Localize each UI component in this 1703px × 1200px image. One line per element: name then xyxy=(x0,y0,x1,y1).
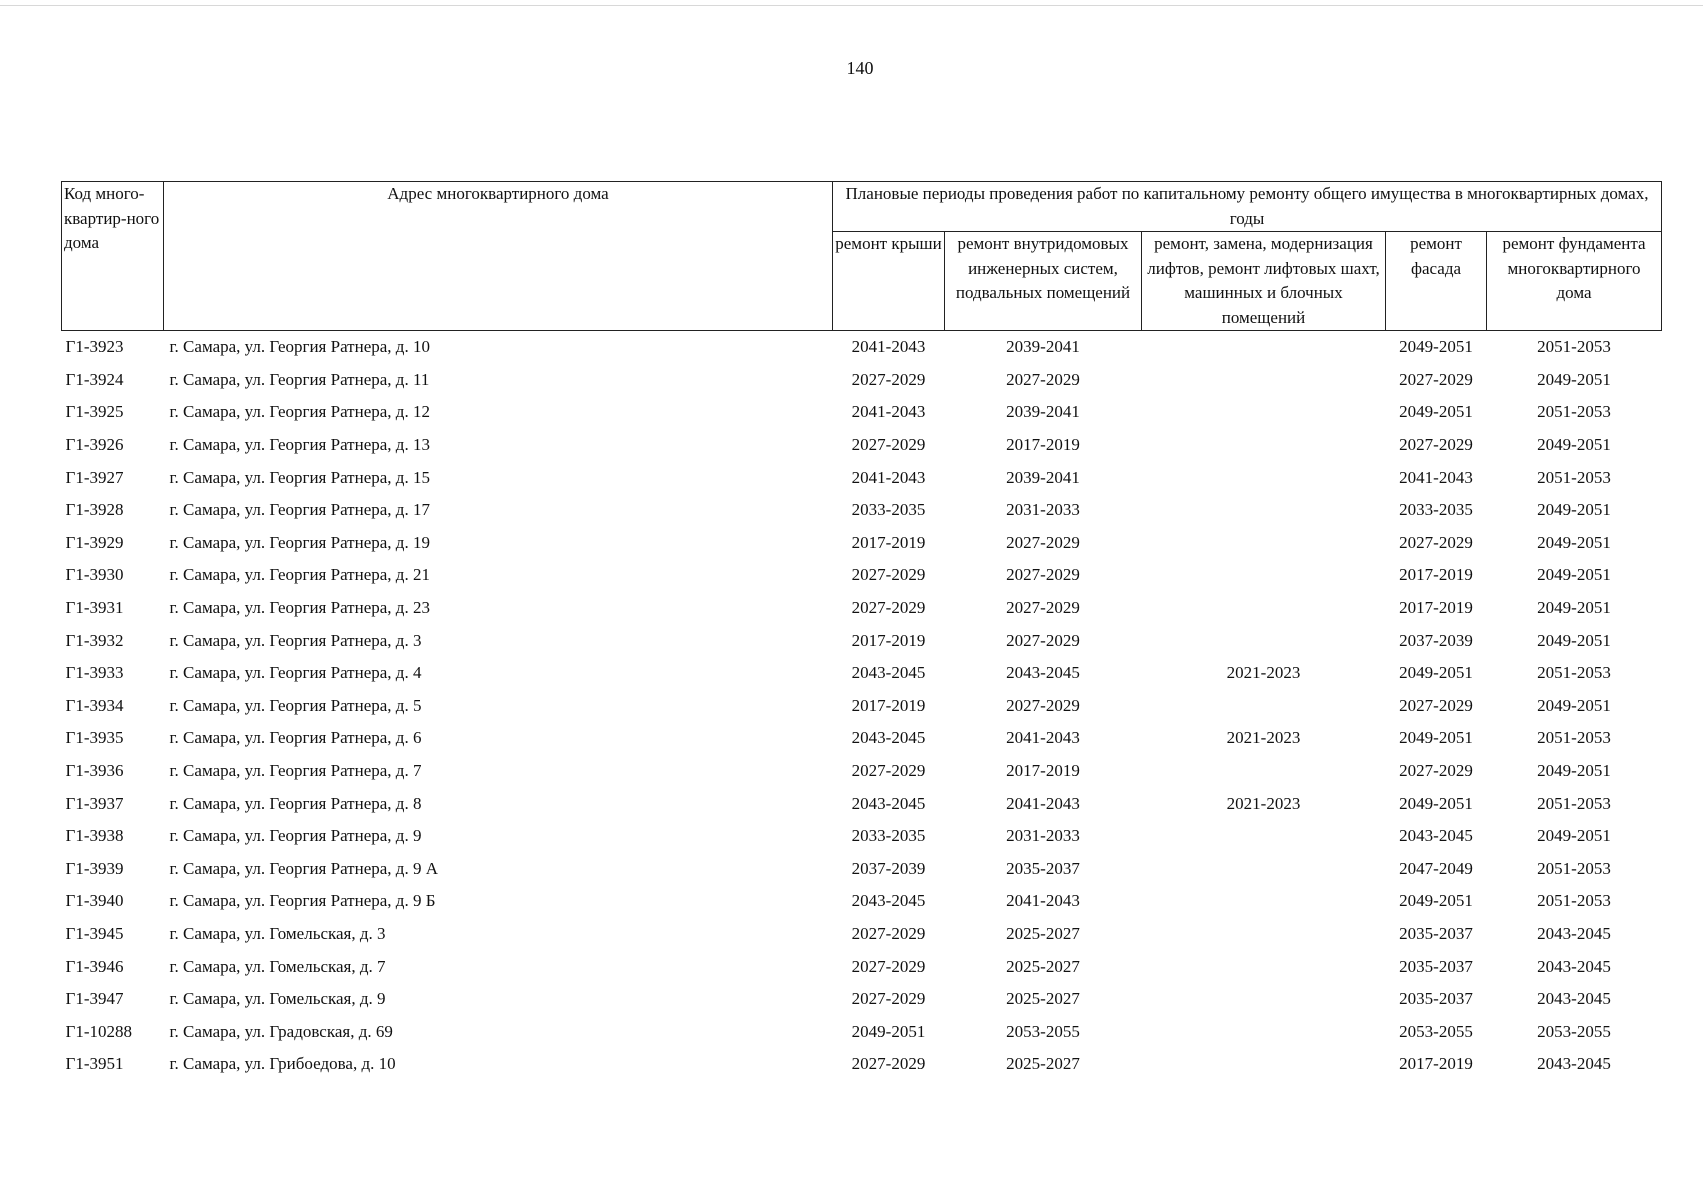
cell-engineering: 2017-2019 xyxy=(1006,761,1080,781)
capital-repair-table xyxy=(61,181,1662,1081)
header-address: Адрес многоквартирного дома xyxy=(164,182,833,331)
cell-code: Г1-3929 xyxy=(65,532,124,552)
cell-foundation: 2051-2053 xyxy=(1537,728,1611,748)
table-row xyxy=(62,983,1662,1016)
header-row-top xyxy=(62,182,1662,232)
cell-code: Г1-3930 xyxy=(65,565,124,585)
cell-code: Г1-3935 xyxy=(65,728,124,748)
cell-lifts xyxy=(1142,853,1386,886)
cell-roof: 2027-2029 xyxy=(851,435,926,455)
table-row xyxy=(62,1015,1662,1048)
cell-address: г. Самара, ул. Георгия Ратнера, д. 13 xyxy=(169,435,430,455)
cell-lifts: 2021-2023 xyxy=(1226,793,1301,813)
cell-facade: 2041-2043 xyxy=(1399,467,1473,487)
cell-address: г. Самара, ул. Георгия Ратнера, д. 19 xyxy=(169,532,430,552)
cell-facade: 2049-2051 xyxy=(1399,793,1473,813)
cell-lifts xyxy=(1142,820,1386,853)
table-row xyxy=(62,657,1662,690)
table-row xyxy=(62,559,1662,592)
table-header xyxy=(62,182,1662,331)
cell-code: Г1-10288 xyxy=(65,1021,132,1041)
cell-foundation: 2053-2055 xyxy=(1537,1021,1611,1041)
table-row xyxy=(62,364,1662,397)
cell-foundation: 2049-2051 xyxy=(1537,630,1611,650)
cell-lifts xyxy=(1142,1048,1386,1081)
cell-facade: 2027-2029 xyxy=(1399,761,1473,781)
cell-facade: 2043-2045 xyxy=(1399,826,1473,846)
cell-lifts xyxy=(1142,592,1386,625)
cell-code: Г1-3934 xyxy=(65,695,124,715)
header-facade: ремонт фасада xyxy=(1386,232,1487,331)
cell-foundation: 2051-2053 xyxy=(1537,793,1611,813)
cell-lifts xyxy=(1142,950,1386,983)
cell-facade: 2017-2019 xyxy=(1399,598,1473,618)
cell-code: Г1-3939 xyxy=(65,858,124,878)
cell-foundation: 2051-2053 xyxy=(1537,337,1611,357)
cell-roof: 2049-2051 xyxy=(851,1021,926,1041)
cell-roof: 2027-2029 xyxy=(851,989,926,1009)
cell-code: Г1-3951 xyxy=(65,1054,124,1074)
cell-facade: 2027-2029 xyxy=(1399,435,1473,455)
cell-address: г. Самара, ул. Георгия Ратнера, д. 10 xyxy=(169,337,430,357)
cell-engineering: 2027-2029 xyxy=(1006,532,1080,552)
cell-engineering: 2041-2043 xyxy=(1006,891,1080,911)
table-row xyxy=(62,494,1662,527)
cell-address: г. Самара, ул. Георгия Ратнера, д. 15 xyxy=(169,467,430,487)
cell-lifts xyxy=(1142,918,1386,951)
cell-address: г. Самара, ул. Георгия Ратнера, д. 9 xyxy=(169,826,422,846)
cell-roof: 2033-2035 xyxy=(851,826,926,846)
cell-engineering: 2053-2055 xyxy=(1006,1021,1080,1041)
cell-lifts xyxy=(1142,624,1386,657)
cell-foundation: 2051-2053 xyxy=(1537,891,1611,911)
cell-engineering: 2031-2033 xyxy=(1006,500,1080,520)
cell-lifts xyxy=(1142,1015,1386,1048)
table-body xyxy=(62,331,1662,1081)
cell-roof: 2017-2019 xyxy=(851,630,926,650)
table-row xyxy=(62,396,1662,429)
cell-roof: 2027-2029 xyxy=(851,369,926,389)
cell-address: г. Самара, ул. Георгия Ратнера, д. 11 xyxy=(169,369,430,389)
cell-address: г. Самара, ул. Георгия Ратнера, д. 5 xyxy=(169,695,422,715)
cell-engineering: 2027-2029 xyxy=(1006,630,1080,650)
cell-lifts xyxy=(1142,755,1386,788)
cell-foundation: 2049-2051 xyxy=(1537,695,1611,715)
cell-address: г. Самара, ул. Георгия Ратнера, д. 23 xyxy=(169,598,430,618)
cell-address: г. Самара, ул. Георгия Ратнера, д. 4 xyxy=(169,663,422,683)
cell-lifts xyxy=(1142,494,1386,527)
header-foundation: ремонт фундамента многоквартирного дома xyxy=(1487,232,1662,331)
cell-facade: 2027-2029 xyxy=(1399,695,1473,715)
cell-lifts xyxy=(1142,331,1386,364)
cell-engineering: 2039-2041 xyxy=(1006,337,1080,357)
table-row xyxy=(62,950,1662,983)
cell-foundation: 2043-2045 xyxy=(1537,989,1611,1009)
cell-engineering: 2027-2029 xyxy=(1006,598,1080,618)
table-row xyxy=(62,787,1662,820)
cell-facade: 2047-2049 xyxy=(1399,858,1473,878)
cell-lifts xyxy=(1142,690,1386,723)
header-periods: Плановые периоды проведения работ по капитальному ремонту общего имущества в многоквартирных домах, годы xyxy=(833,182,1662,232)
cell-foundation: 2049-2051 xyxy=(1537,598,1611,618)
cell-roof: 2043-2045 xyxy=(851,728,926,748)
header-code: Код много-квартир-ного дома xyxy=(62,182,164,331)
cell-facade: 2017-2019 xyxy=(1399,565,1473,585)
cell-foundation: 2049-2051 xyxy=(1537,826,1611,846)
cell-facade: 2049-2051 xyxy=(1399,663,1473,683)
cell-engineering: 2039-2041 xyxy=(1006,402,1080,422)
cell-roof: 2041-2043 xyxy=(851,337,926,357)
cell-address: г. Самара, ул. Георгия Ратнера, д. 9 Б xyxy=(169,891,436,911)
cell-code: Г1-3938 xyxy=(65,826,124,846)
cell-code: Г1-3932 xyxy=(65,630,124,650)
cell-code: Г1-3928 xyxy=(65,500,124,520)
cell-foundation: 2043-2045 xyxy=(1537,956,1611,976)
cell-address: г. Самара, ул. Георгия Ратнера, д. 12 xyxy=(169,402,430,422)
cell-roof: 2033-2035 xyxy=(851,500,926,520)
cell-foundation: 2051-2053 xyxy=(1537,858,1611,878)
header-engineering: ремонт внутридомовых инженерных систем, подвальных помещений xyxy=(945,232,1142,331)
cell-roof: 2037-2039 xyxy=(851,858,926,878)
cell-engineering: 2041-2043 xyxy=(1006,793,1080,813)
cell-facade: 2049-2051 xyxy=(1399,337,1473,357)
table-row xyxy=(62,429,1662,462)
cell-lifts xyxy=(1142,983,1386,1016)
cell-lifts xyxy=(1142,461,1386,494)
cell-lifts xyxy=(1142,364,1386,397)
cell-code: Г1-3946 xyxy=(65,956,124,976)
cell-roof: 2043-2045 xyxy=(851,891,926,911)
cell-foundation: 2049-2051 xyxy=(1537,369,1611,389)
cell-facade: 2035-2037 xyxy=(1399,923,1473,943)
cell-lifts xyxy=(1142,559,1386,592)
cell-roof: 2027-2029 xyxy=(851,761,926,781)
cell-engineering: 2027-2029 xyxy=(1006,369,1080,389)
cell-engineering: 2025-2027 xyxy=(1006,989,1080,1009)
cell-address: г. Самара, ул. Градовская, д. 69 xyxy=(169,1021,393,1041)
cell-engineering: 2031-2033 xyxy=(1006,826,1080,846)
cell-code: Г1-3931 xyxy=(65,598,124,618)
cell-code: Г1-3933 xyxy=(65,663,124,683)
cell-facade: 2033-2035 xyxy=(1399,500,1473,520)
cell-address: г. Самара, ул. Гомельская, д. 9 xyxy=(169,989,386,1009)
cell-foundation: 2043-2045 xyxy=(1537,923,1611,943)
table-row xyxy=(62,918,1662,951)
cell-foundation: 2049-2051 xyxy=(1537,532,1611,552)
cell-roof: 2027-2029 xyxy=(851,1054,926,1074)
cell-facade: 2035-2037 xyxy=(1399,989,1473,1009)
cell-address: г. Самара, ул. Георгия Ратнера, д. 7 xyxy=(169,761,422,781)
cell-foundation: 2049-2051 xyxy=(1537,435,1611,455)
cell-roof: 2017-2019 xyxy=(851,695,926,715)
cell-facade: 2035-2037 xyxy=(1399,956,1473,976)
cell-facade: 2049-2051 xyxy=(1399,728,1473,748)
cell-roof: 2043-2045 xyxy=(851,663,926,683)
cell-engineering: 2027-2029 xyxy=(1006,695,1080,715)
cell-address: г. Самара, ул. Грибоедова, д. 10 xyxy=(169,1054,396,1074)
cell-roof: 2041-2043 xyxy=(851,467,926,487)
cell-lifts xyxy=(1142,396,1386,429)
cell-address: г. Самара, ул. Гомельская, д. 3 xyxy=(169,923,386,943)
cell-foundation: 2051-2053 xyxy=(1537,467,1611,487)
table-row xyxy=(62,592,1662,625)
cell-engineering: 2027-2029 xyxy=(1006,565,1080,585)
cell-engineering: 2035-2037 xyxy=(1006,858,1080,878)
page-number: 140 xyxy=(846,58,874,78)
cell-engineering: 2025-2027 xyxy=(1006,923,1080,943)
cell-foundation: 2049-2051 xyxy=(1537,500,1611,520)
cell-code: Г1-3926 xyxy=(65,435,124,455)
table-row xyxy=(62,820,1662,853)
cell-code: Г1-3937 xyxy=(65,793,124,813)
cell-facade: 2053-2055 xyxy=(1399,1021,1473,1041)
cell-code: Г1-3940 xyxy=(65,891,124,911)
cell-code: Г1-3923 xyxy=(65,337,124,357)
cell-facade: 2027-2029 xyxy=(1399,369,1473,389)
cell-code: Г1-3945 xyxy=(65,923,124,943)
cell-lifts xyxy=(1142,429,1386,462)
table-row xyxy=(62,885,1662,918)
table-row xyxy=(62,690,1662,723)
cell-lifts: 2021-2023 xyxy=(1226,728,1301,748)
cell-engineering: 2041-2043 xyxy=(1006,728,1080,748)
cell-roof: 2017-2019 xyxy=(851,532,926,552)
cell-code: Г1-3924 xyxy=(65,369,124,389)
cell-engineering: 2025-2027 xyxy=(1006,956,1080,976)
cell-facade: 2037-2039 xyxy=(1399,630,1473,650)
cell-foundation: 2049-2051 xyxy=(1537,565,1611,585)
cell-foundation: 2051-2053 xyxy=(1537,663,1611,683)
cell-code: Г1-3936 xyxy=(65,761,124,781)
cell-roof: 2027-2029 xyxy=(851,956,926,976)
header-lifts: ремонт, замена, модернизация лифтов, ремонт лифтовых шахт, машинных и блочных помещений xyxy=(1142,232,1386,331)
cell-engineering: 2017-2019 xyxy=(1006,435,1080,455)
cell-lifts xyxy=(1142,885,1386,918)
cell-engineering: 2025-2027 xyxy=(1006,1054,1080,1074)
table-row xyxy=(62,331,1662,364)
cell-foundation: 2049-2051 xyxy=(1537,761,1611,781)
table-row xyxy=(62,461,1662,494)
cell-facade: 2049-2051 xyxy=(1399,402,1473,422)
cell-facade: 2027-2029 xyxy=(1399,532,1473,552)
cell-code: Г1-3927 xyxy=(65,467,124,487)
header-roof: ремонт крыши xyxy=(833,232,945,331)
cell-address: г. Самара, ул. Георгия Ратнера, д. 21 xyxy=(169,565,430,585)
table-row xyxy=(62,624,1662,657)
cell-address: г. Самара, ул. Георгия Ратнера, д. 17 xyxy=(169,500,430,520)
table-row xyxy=(62,1048,1662,1081)
cell-address: г. Самара, ул. Георгия Ратнера, д. 9 А xyxy=(169,858,438,878)
capital-repair-table-wrapper xyxy=(61,181,1662,1081)
cell-address: г. Самара, ул. Георгия Ратнера, д. 6 xyxy=(169,728,422,748)
cell-facade: 2017-2019 xyxy=(1399,1054,1473,1074)
cell-roof: 2041-2043 xyxy=(851,402,926,422)
table-row xyxy=(62,722,1662,755)
cell-roof: 2027-2029 xyxy=(851,598,926,618)
cell-foundation: 2043-2045 xyxy=(1537,1054,1611,1074)
cell-facade: 2049-2051 xyxy=(1399,891,1473,911)
scan-edge-line xyxy=(0,5,1703,6)
cell-roof: 2027-2029 xyxy=(851,923,926,943)
cell-roof: 2043-2045 xyxy=(851,793,926,813)
cell-address: г. Самара, ул. Георгия Ратнера, д. 8 xyxy=(169,793,422,813)
table-row xyxy=(62,755,1662,788)
cell-foundation: 2051-2053 xyxy=(1537,402,1611,422)
cell-code: Г1-3925 xyxy=(65,402,124,422)
cell-lifts xyxy=(1142,527,1386,560)
cell-engineering: 2039-2041 xyxy=(1006,467,1080,487)
cell-code: Г1-3947 xyxy=(65,989,124,1009)
cell-engineering: 2043-2045 xyxy=(1006,663,1080,683)
cell-address: г. Самара, ул. Гомельская, д. 7 xyxy=(169,956,386,976)
cell-address: г. Самара, ул. Георгия Ратнера, д. 3 xyxy=(169,630,422,650)
cell-roof: 2027-2029 xyxy=(851,565,926,585)
table-row xyxy=(62,853,1662,886)
cell-lifts: 2021-2023 xyxy=(1226,663,1301,683)
table-row xyxy=(62,527,1662,560)
